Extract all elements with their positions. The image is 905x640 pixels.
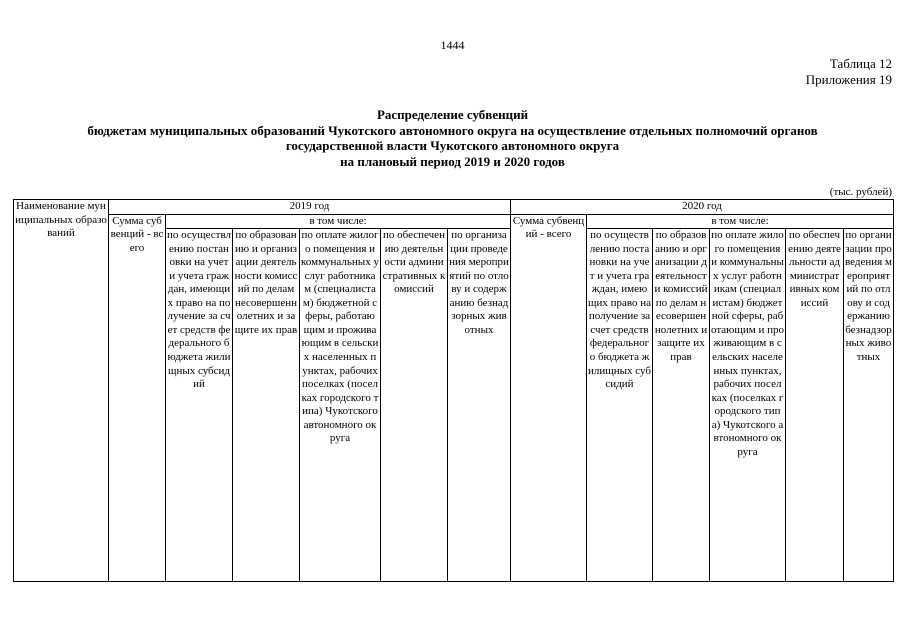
units-label: (тыс. рублей) bbox=[829, 186, 892, 198]
appendix-number: Приложения 19 bbox=[805, 72, 892, 87]
header-registration-2019: по осуществлению постановки на учет и учета граждан, имеющих право на получение за счет средств федерального бюджета жилищных субсидий bbox=[166, 229, 233, 582]
header-year-2019: 2019 год bbox=[109, 200, 511, 215]
header-minors-commissions-2019: по образованию и организации деятельности комиссий по делам несовершеннолетних и защите их прав bbox=[233, 229, 300, 582]
title-line-4: на плановый период 2019 и 2020 годов bbox=[340, 153, 565, 169]
header-row-including bbox=[14, 214, 894, 229]
table-reference bbox=[806, 56, 892, 88]
header-including-2020: в том числе: bbox=[587, 214, 894, 229]
header-year-2020: 2020 год bbox=[511, 200, 894, 215]
subvention-table bbox=[13, 199, 894, 582]
header-stray-animals-2020: по организации проведения мероприятий по отлову и содержанию безнадзорных животных bbox=[844, 229, 894, 582]
header-minors-commissions-2020: по образованию и организации деятельности комиссий по делам несовершеннолетних и защите их прав bbox=[653, 229, 710, 582]
table-number: Таблица 12 bbox=[829, 56, 892, 71]
header-admin-commissions-2020: по обеспечению деятельности административных комиссий bbox=[786, 229, 844, 582]
page-number: 1444 bbox=[440, 38, 465, 52]
title-line-2: бюджетам муниципальных образований Чукотского автономного округа на осуществление отдельных полномочий органов bbox=[87, 122, 818, 138]
title-line-1: Распределение субвенций bbox=[376, 107, 529, 122]
header-stray-animals-2019: по организации проведения мероприятий по отлову и содержанию безнадзорных животных bbox=[448, 229, 511, 582]
header-admin-commissions-2019: по обеспечению деятельности административных комиссий bbox=[381, 229, 448, 582]
header-housing-payment-2020: по оплате жилого помещения и коммунальных услуг работникам (специалистам) бюджетной сферы, работающим и проживающим в сельских населенных пунктах, рабочих поселках (поселках городского типа) Чукотского автономного округа bbox=[710, 229, 786, 582]
document-title bbox=[0, 107, 905, 169]
header-sum-2019: Сумма субвенций - всего bbox=[109, 214, 166, 582]
header-housing-payment-2019: по оплате жилого помещения и коммунальных услуг работникам (специалистам) бюджетной сферы, работающим и проживающим в сельских населенных пунктах, рабочих поселках (поселках городского типа) Чукотского автономного округа bbox=[300, 229, 381, 582]
title-line-3: государственной власти Чукотского автономного округа bbox=[285, 138, 620, 153]
header-sum-2020: Сумма субвенций - всего bbox=[511, 214, 587, 582]
header-including-2019: в том числе: bbox=[166, 214, 511, 229]
header-municipality: Наименование муниципальных образований bbox=[14, 200, 109, 582]
header-registration-2020: по осуществлению постановки на учет и учета граждан, имеющих право на получение за счет средств федерального бюджета жилищных субсидий bbox=[587, 229, 653, 582]
header-row-years bbox=[14, 200, 894, 215]
